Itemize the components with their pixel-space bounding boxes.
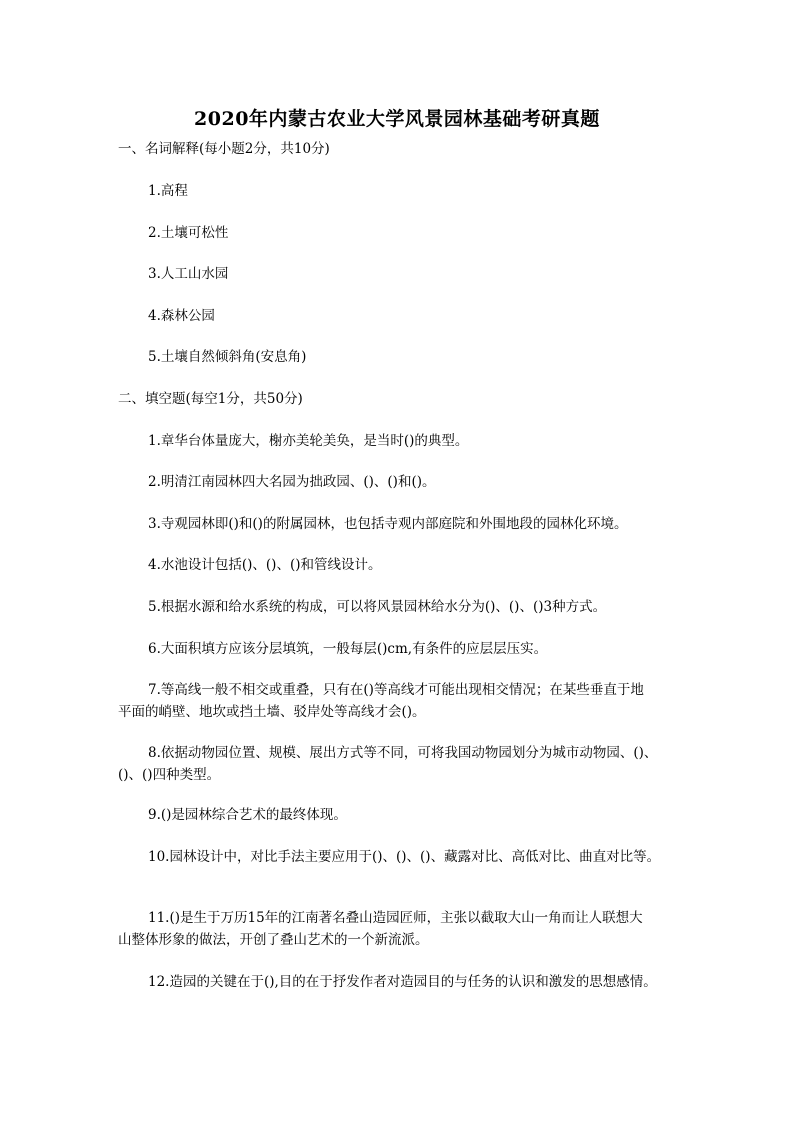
question-line: 8.依据动物园位置、规模、展出方式等不同，可将我国动物园划分为城市动物园、()、 — [148, 745, 658, 761]
question-item: 2.明清江南园林四大名园为拙政园、()、()和()。 — [148, 474, 436, 490]
question-item: 12.造园的关键在于(),目的在于抒发作者对造园目的与任务的认识和激发的思想感情。 — [148, 974, 657, 990]
question-item: 5.土壤自然倾斜角(安息角) — [148, 349, 307, 365]
question-item: 5.根据水源和给水系统的构成，可以将风景园林给水分为()、()、()3种方式。 — [148, 599, 607, 615]
question-item: 3.人工山水园 — [148, 266, 229, 282]
question-item — [118, 907, 688, 951]
question-item — [118, 679, 688, 723]
question-line: 山整体形象的做法，开创了叠山艺术的一个新流派。 — [118, 932, 429, 948]
section-heading-fill-blank: 二、填空题(每空1分，共50分) — [118, 391, 303, 407]
question-line: 平面的峭壁、地坎或挡土墙、驳岸处等高线才会()。 — [118, 704, 426, 720]
question-item — [118, 742, 688, 786]
question-line: 11.()是生于万历15年的江南著名叠山造园匠师，主张以截取大山一角而让人联想大 — [148, 910, 643, 926]
question-item: 9.()是园林综合艺术的最终体现。 — [148, 807, 347, 823]
question-item: 2.土壤可松性 — [148, 225, 229, 241]
question-line: ()、()四种类型。 — [118, 767, 221, 783]
question-line: 7.等高线一般不相交或重叠，只有在()等高线才可能出现相交情况；在某些垂直于地 — [148, 682, 644, 698]
question-item: 1.章华台体量庞大，榭亦美轮美奂，是当时()的典型。 — [148, 433, 469, 449]
document-title: 2020年内蒙古农业大学风景园林基础考研真题 — [194, 108, 600, 130]
question-item: 4.森林公园 — [148, 308, 215, 324]
question-item: 10.园林设计中，对比手法主要应用于()、()、()、藏露对比、高低对比、曲直对比等。 — [148, 849, 661, 865]
question-item: 1.高程 — [148, 183, 188, 199]
question-item: 4.水池设计包括()、()、()和管线设计。 — [148, 557, 382, 573]
question-item: 3.寺观园林即()和()的附属园林，也包括寺观内部庭院和外围地段的园林化环境。 — [148, 516, 628, 532]
section-heading-definitions: 一、名词解释(每小题2分，共10分) — [118, 141, 330, 157]
question-item: 6.大面积填方应该分层填筑，一般每层()cm,有条件的应层层压实。 — [148, 641, 548, 657]
